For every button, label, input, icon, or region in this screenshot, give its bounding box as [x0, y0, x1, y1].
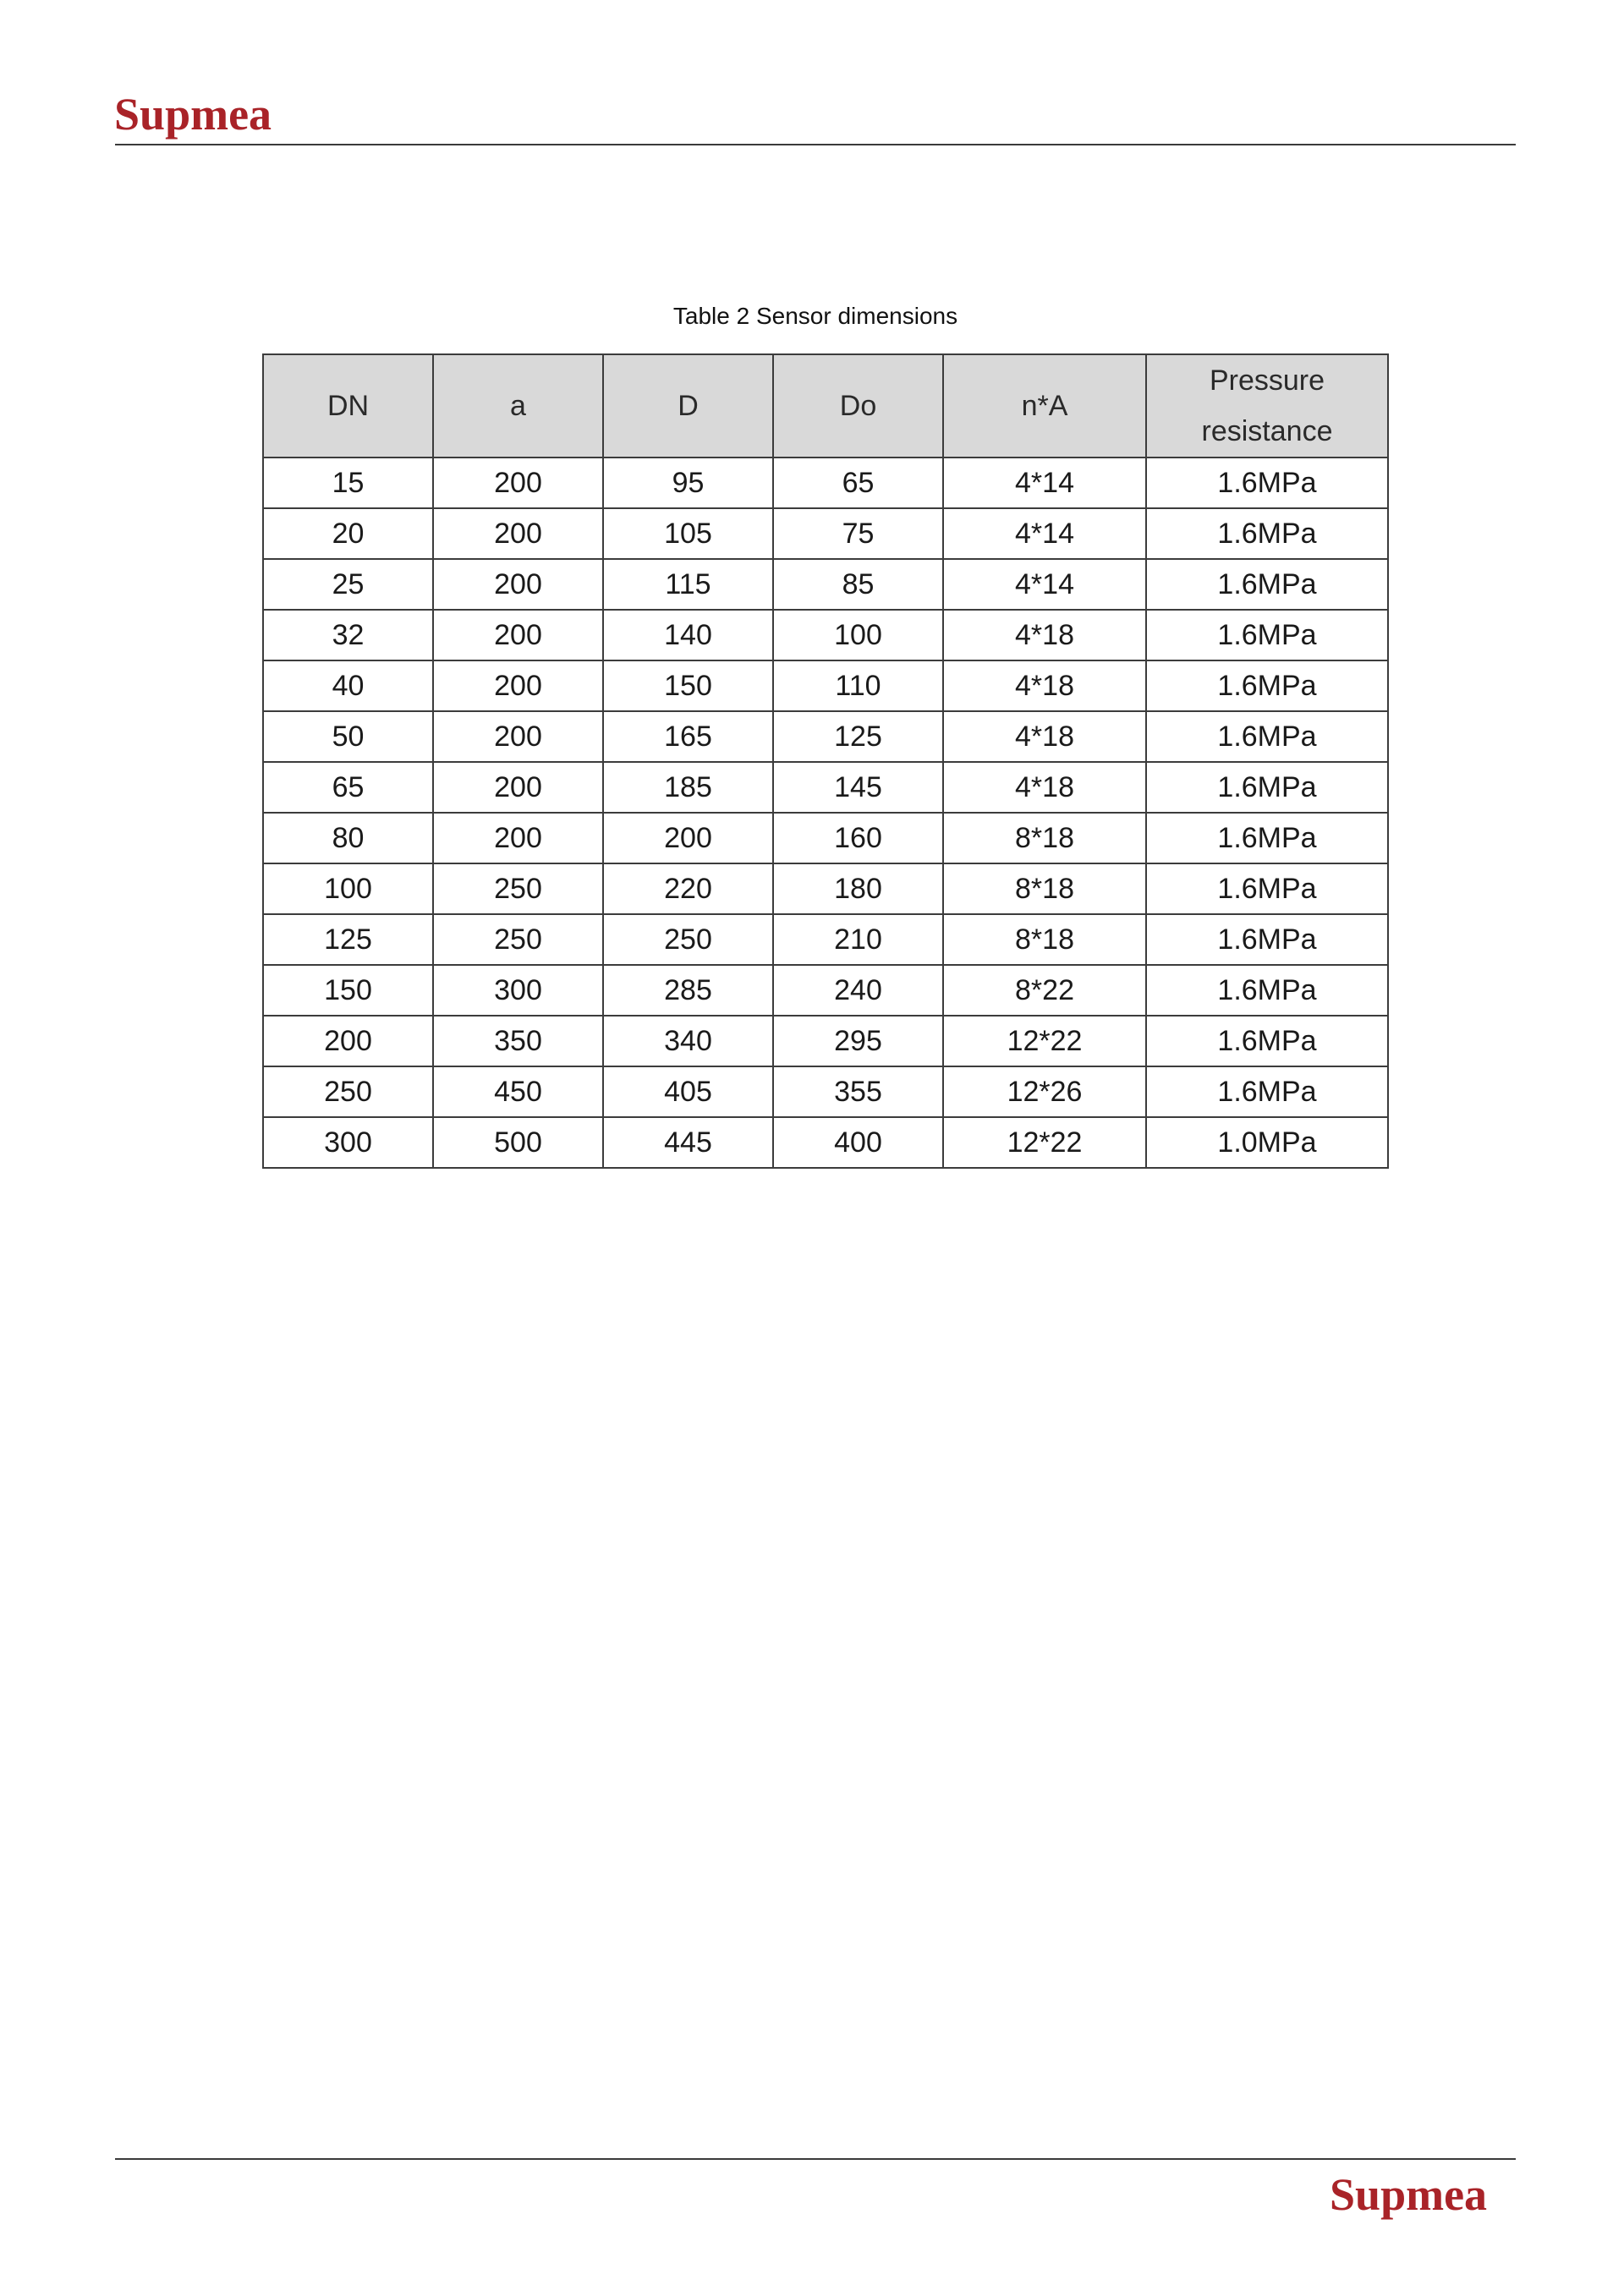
- cell-pressure: 1.6MPa: [1146, 610, 1388, 660]
- table-row: [263, 1117, 1388, 1168]
- cell-a: 250: [433, 914, 603, 965]
- cell-do: 400: [773, 1117, 943, 1168]
- cell-na: 8*18: [943, 863, 1146, 914]
- cell-pressure: 1.6MPa: [1146, 1066, 1388, 1117]
- cell-d: 340: [603, 1016, 773, 1066]
- cell-na: 4*18: [943, 711, 1146, 762]
- cell-dn: 40: [263, 660, 433, 711]
- cell-d: 165: [603, 711, 773, 762]
- sensor-dimensions-table: [262, 353, 1389, 1169]
- cell-a: 200: [433, 458, 603, 508]
- cell-dn: 65: [263, 762, 433, 813]
- table-header-row: [263, 354, 1388, 458]
- cell-pressure: 1.6MPa: [1146, 965, 1388, 1016]
- cell-a: 450: [433, 1066, 603, 1117]
- cell-do: 180: [773, 863, 943, 914]
- cell-d: 115: [603, 559, 773, 610]
- cell-dn: 50: [263, 711, 433, 762]
- cell-d: 405: [603, 1066, 773, 1117]
- cell-do: 75: [773, 508, 943, 559]
- cell-do: 85: [773, 559, 943, 610]
- cell-a: 200: [433, 610, 603, 660]
- cell-a: 350: [433, 1016, 603, 1066]
- footer-logo: Supmea: [1330, 2169, 1488, 2220]
- cell-do: 295: [773, 1016, 943, 1066]
- cell-a: 500: [433, 1117, 603, 1168]
- cell-d: 185: [603, 762, 773, 813]
- cell-do: 160: [773, 813, 943, 863]
- table-body: [263, 458, 1388, 1168]
- cell-a: 200: [433, 711, 603, 762]
- cell-do: 125: [773, 711, 943, 762]
- cell-na: 12*26: [943, 1066, 1146, 1117]
- cell-dn: 300: [263, 1117, 433, 1168]
- header-divider: [115, 144, 1516, 145]
- table-row: [263, 660, 1388, 711]
- table-row: [263, 508, 1388, 559]
- cell-dn: 32: [263, 610, 433, 660]
- table-row: [263, 1016, 1388, 1066]
- cell-dn: 250: [263, 1066, 433, 1117]
- cell-dn: 15: [263, 458, 433, 508]
- cell-do: 65: [773, 458, 943, 508]
- header-do: Do: [773, 354, 943, 458]
- cell-pressure: 1.0MPa: [1146, 1117, 1388, 1168]
- table-row: [263, 965, 1388, 1016]
- cell-d: 150: [603, 660, 773, 711]
- cell-na: 4*14: [943, 508, 1146, 559]
- cell-pressure: 1.6MPa: [1146, 762, 1388, 813]
- cell-pressure: 1.6MPa: [1146, 1016, 1388, 1066]
- table-row: [263, 863, 1388, 914]
- table-caption: Table 2 Sensor dimensions: [672, 303, 958, 329]
- cell-d: 445: [603, 1117, 773, 1168]
- cell-a: 200: [433, 660, 603, 711]
- cell-do: 110: [773, 660, 943, 711]
- cell-do: 240: [773, 965, 943, 1016]
- cell-pressure: 1.6MPa: [1146, 863, 1388, 914]
- cell-dn: 25: [263, 559, 433, 610]
- table-row: [263, 559, 1388, 610]
- cell-na: 8*18: [943, 914, 1146, 965]
- cell-a: 300: [433, 965, 603, 1016]
- table-row: [263, 1066, 1388, 1117]
- header-pressure-resistance: Pressure resistance: [1146, 354, 1388, 458]
- cell-d: 140: [603, 610, 773, 660]
- cell-pressure: 1.6MPa: [1146, 914, 1388, 965]
- table-row: [263, 458, 1388, 508]
- cell-a: 200: [433, 813, 603, 863]
- cell-na: 4*18: [943, 660, 1146, 711]
- cell-a: 200: [433, 508, 603, 559]
- cell-pressure: 1.6MPa: [1146, 508, 1388, 559]
- cell-na: 4*18: [943, 762, 1146, 813]
- cell-d: 105: [603, 508, 773, 559]
- cell-dn: 80: [263, 813, 433, 863]
- cell-na: 4*14: [943, 559, 1146, 610]
- cell-d: 285: [603, 965, 773, 1016]
- cell-d: 250: [603, 914, 773, 965]
- cell-na: 4*18: [943, 610, 1146, 660]
- cell-na: 8*18: [943, 813, 1146, 863]
- cell-dn: 125: [263, 914, 433, 965]
- cell-d: 200: [603, 813, 773, 863]
- table-row: [263, 610, 1388, 660]
- cell-na: 12*22: [943, 1117, 1146, 1168]
- table-row: [263, 711, 1388, 762]
- footer-divider: [115, 2158, 1516, 2160]
- cell-dn: 150: [263, 965, 433, 1016]
- header-logo: Supmea: [114, 89, 272, 140]
- cell-do: 210: [773, 914, 943, 965]
- cell-na: 8*22: [943, 965, 1146, 1016]
- cell-pressure: 1.6MPa: [1146, 813, 1388, 863]
- cell-a: 200: [433, 762, 603, 813]
- cell-na: 12*22: [943, 1016, 1146, 1066]
- cell-na: 4*14: [943, 458, 1146, 508]
- header-d: D: [603, 354, 773, 458]
- cell-pressure: 1.6MPa: [1146, 660, 1388, 711]
- cell-do: 145: [773, 762, 943, 813]
- header-a: a: [433, 354, 603, 458]
- cell-a: 250: [433, 863, 603, 914]
- cell-dn: 100: [263, 863, 433, 914]
- cell-d: 220: [603, 863, 773, 914]
- cell-dn: 200: [263, 1016, 433, 1066]
- cell-d: 95: [603, 458, 773, 508]
- header-dn: DN: [263, 354, 433, 458]
- cell-dn: 20: [263, 508, 433, 559]
- cell-pressure: 1.6MPa: [1146, 458, 1388, 508]
- cell-pressure: 1.6MPa: [1146, 559, 1388, 610]
- table-row: [263, 762, 1388, 813]
- cell-pressure: 1.6MPa: [1146, 711, 1388, 762]
- cell-a: 200: [433, 559, 603, 610]
- table-row: [263, 813, 1388, 863]
- cell-do: 100: [773, 610, 943, 660]
- header-na: n*A: [943, 354, 1146, 458]
- table-row: [263, 914, 1388, 965]
- cell-do: 355: [773, 1066, 943, 1117]
